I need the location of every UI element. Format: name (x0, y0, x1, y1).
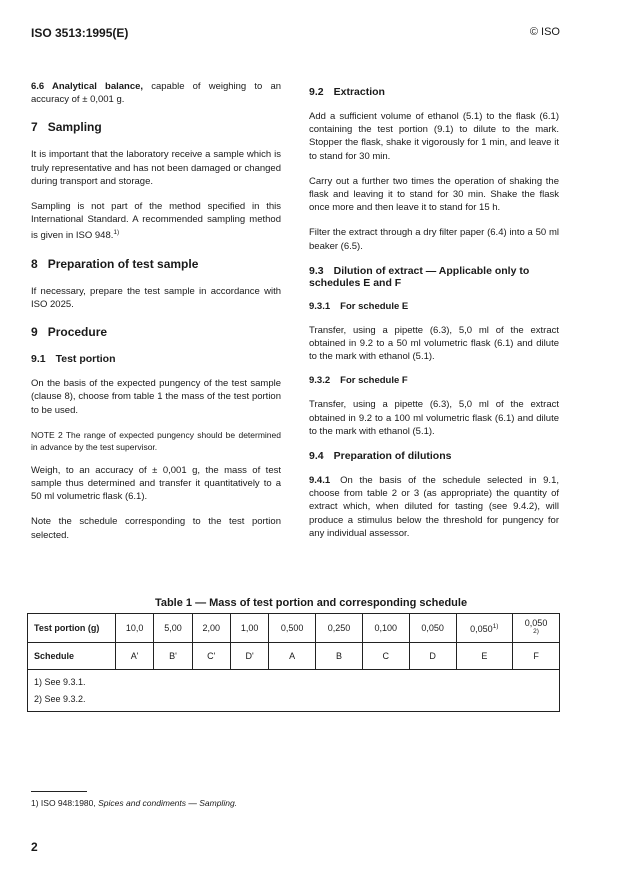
left-column (31, 80, 281, 554)
schedule-cell: B (316, 643, 363, 670)
table-footnotes-row (28, 670, 560, 712)
document-id: ISO 3513:1995(E) (31, 26, 129, 40)
clause-7-paragraph-2: Sampling is not part of the method specified in this International Standard. A recommended sampling method is given in ISO 948.$^{1)}$ (31, 201, 281, 242)
schedule-cell: C' (192, 643, 230, 670)
table-row-schedule (28, 643, 560, 670)
row-header-test-portion: Test portion (g) (28, 614, 116, 643)
mass-cell: 0,250 (316, 614, 363, 643)
mass-cell: 0,050$^{1)}$ (456, 614, 513, 643)
clause-9-4-heading: 9.4 Preparation of dilutions (309, 450, 452, 463)
mass-cell: 5,00 (154, 614, 192, 643)
mass-cell: 1,00 (230, 614, 268, 643)
footnote-title: Spices and condiments — Sampling. (98, 798, 238, 808)
clause-9-1-paragraph-1: On the basis of the expected pungency of the test sample (clause 8), choose from table 1 the mass of the test portion to be used. (31, 378, 281, 416)
mass-cell: 0,050 $^{2)}$ (513, 614, 560, 643)
clause-9-3-1-paragraph: Transfer, using a pipette (6.3), 5,0 ml of the extract obtained in 9.2 to a 50 ml volumetric flask (6.1) and dilute to the mark with ethanol (5.1). (309, 324, 559, 363)
table-1-title: Table 1 — Mass of test portion and corresponding schedule (154, 597, 468, 609)
mass-cell: 0,100 (362, 614, 409, 643)
clause-7-heading: 7 Sampling (31, 120, 102, 135)
clause-9-3-2-paragraph: Transfer, using a pipette (6.3), 5,0 ml of the extract obtained in 9.2 to a 100 ml volumetric flask (6.1) and dilute to the mark with ethanol (5.1). (309, 399, 559, 437)
right-column (309, 80, 559, 552)
schedule-cell: D (409, 643, 456, 670)
mass-cell: 2,00 (192, 614, 230, 643)
page-number: 2 (31, 840, 38, 854)
clause-9-3-heading: 9.3 Dilution of extract — Applicable only to schedules E and F (309, 264, 530, 289)
clause-6-6-title: 6.6 Analytical balance, (31, 81, 144, 92)
schedule-cell: A' (116, 643, 154, 670)
clause-6-6-text: capable of weighing to an accuracy of ± 0,001 g. (31, 81, 282, 106)
clause-9-2-paragraph-3: Filter the extract through a dry filter paper (6.4) into a 50 ml beaker (6.5). (309, 227, 559, 252)
table-1 (27, 613, 560, 712)
table-footnotes (28, 670, 560, 712)
page-footnote: 1) ISO 948:1980, Spices and condiments — Sampling. (31, 798, 238, 808)
schedule-cell: E (456, 643, 513, 670)
clause-9-3-2-heading: 9.3.2 For schedule F (309, 375, 408, 387)
clause-9-1-heading: 9.1 Test portion (31, 353, 116, 366)
table-row-test-portion (28, 614, 560, 643)
schedule-cell: C (362, 643, 409, 670)
mass-cell: 10,0 (116, 614, 154, 643)
footnote-ref-1: 1) (113, 229, 120, 237)
note-2: NOTE 2 The range of expected pungency should be determined in advance by the test supervisor. (31, 429, 281, 452)
clause-7-paragraph-1: It is important that the laboratory receive a sample which is truly representative and has not been damaged or changed during transport and storage. (31, 149, 281, 187)
clause-9-3-1-heading: 9.3.1 For schedule E (309, 300, 409, 312)
clause-9-1-paragraph-3: Note the schedule corresponding to the test portion selected. (31, 516, 281, 541)
clause-9-2-paragraph-2: Carry out a further two times the operation of shaking the flask and leaving it to stand for 30 min. Shake the flask once more and then leave it to stand for 15 h. (309, 175, 559, 214)
row-header-schedule: Schedule (28, 643, 116, 670)
schedule-cell: A (269, 643, 316, 670)
clause-6-6 (31, 80, 281, 106)
clause-9-2-heading: 9.2 Extraction (309, 86, 385, 98)
schedule-cell: B' (154, 643, 192, 670)
clause-9-4-1-number: 9.4.1 (309, 475, 331, 487)
footnote-divider (31, 791, 87, 792)
copyright-mark: © ISO (529, 26, 560, 38)
clause-9-heading: 9 Procedure (31, 325, 108, 340)
clause-9-2-paragraph-1: Add a sufficient volume of ethanol (5.1) to the flask (6.1) containing the test portion (9.1) to dilute to the mark. Stopper the flask, shake it vigorously for 1 min, and leave it to stand for 30 min. (309, 111, 559, 162)
mass-cell: 0,050 (409, 614, 456, 643)
clause-9-4-1-paragraph: 9.4.1 On the basis of the schedule selected in 9.1, choose from table 2 or 3 (as appropriate) the quantity of extract which, when diluted for tasting (see 9.4.2), will produce a stimulus below the threshold for pungency for any individual assessor. (309, 475, 559, 539)
schedule-cell: D' (230, 643, 268, 670)
mass-cell: 0,500 (269, 614, 316, 643)
table-footnote-2: 2) See 9.3.2. (34, 693, 86, 704)
clause-9-1-paragraph-2: Weigh, to an accuracy of ± 0,001 g, the mass of test sample thus determined and transfer it quantitatively to a 50 ml volumetric flask (6.1). (31, 464, 281, 503)
schedule-cell: F (513, 643, 560, 670)
clause-8-heading: 8 Preparation of test sample (31, 256, 199, 271)
clause-8-paragraph: If necessary, prepare the test sample in accordance with ISO 2025. (31, 285, 281, 310)
table-footnote-1: 1) See 9.3.1. (34, 676, 86, 687)
